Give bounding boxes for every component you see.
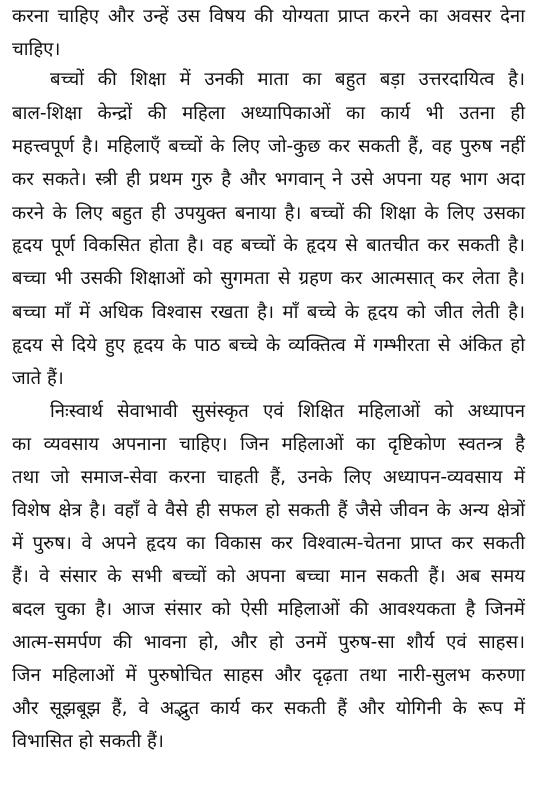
text-line: विभासित हो सकती हैं। [12, 731, 164, 752]
text-line: में पुरुष। वे अपने हृदय का विकास कर विश्वात्म-चेतना प्राप्त कर सकती [12, 533, 525, 554]
text-line: का व्यवसाय अपनाना चाहिए। जिन महिलाओं का दृष्टिकोण स्वतन्त्र है [12, 434, 525, 455]
text-line: चाहिए। [12, 39, 61, 60]
text-line: जाते हैं। [12, 368, 64, 389]
text-line: जिन महिलाओं में पुरुषोचित साहस और दृढ़ता तथा नारी-सुलभ करुणा [12, 665, 525, 686]
text-line: करना चाहिए और उन्हें उस विषय की योग्यता प्राप्त करने का अवसर देना [12, 6, 525, 27]
text-line: और सूझबूझ हैं, वे अद्भुत कार्य कर सकती हैं और योगिनी के रूप में [12, 698, 525, 719]
text-line: आत्म-समर्पण की भावना हो, और हो उनमें पुरुष-सा शौर्य एवं साहस। [12, 632, 525, 653]
text-line: बच्चा माँ में अधिक विश्वास रखता है। माँ बच्चे के हृदय को जीत लेती है। [12, 302, 525, 323]
text-line: कर सकते। स्त्री ही प्रथम गुरु है और भगवान् ने उसे अपना यह भाग अदा [12, 169, 525, 190]
text-line: करने के लिए बहुत ही उपयुक्त बनाया है। बच्चों की शिक्षा के लिए उसका [12, 203, 525, 224]
text-line: महत्त्वपूर्ण है। महिलाएँ बच्चों के लिए जो-कुछ कर सकती हैं, वह पुरुष नहीं [12, 136, 525, 157]
text-line: बदल चुका है। आज संसार को ऐसी महिलाओं की आवश्यकता है जिनमें [12, 599, 525, 620]
paragraph-start-line: निःस्वार्थ सेवाभावी सुसंस्कृत एवं शिक्षित महिलाओं को अध्यापन [50, 401, 525, 422]
text-line: तथा जो समाज-सेवा करना चाहती हैं, उनके लिए अध्यापन-व्यवसाय में [12, 467, 525, 488]
text-line: बच्चा भी उसकी शिक्षाओं को सुगमता से ग्रहण कर आत्मसात् कर लेता है। [12, 268, 525, 289]
text-line: हृदय से दिये हुए हृदय के पाठ बच्चे के व्यक्तित्व में गम्भीरता से अंकित हो [12, 335, 525, 356]
paragraph-start-line: बच्चों की शिक्षा में उनकी माता का बहुत बड़ा उत्तरदायित्व है। [50, 69, 525, 90]
text-line: हृदय पूर्ण विकसित होता है। वह बच्चों के हृदय से बातचीत कर सकती है। [12, 235, 525, 256]
text-line: बाल-शिक्षा केन्द्रों की महिला अध्यापिकाओं का कार्य भी उतना ही [12, 103, 525, 124]
text-line: हैं। वे संसार के सभी बच्चों को अपना बच्चा मान सकती हैं। अब समय [12, 566, 525, 587]
text-line: विशेष क्षेत्र है। वहाँ वे वैसे ही सफल हो सकती हैं जैसे जीवन के अन्य क्षेत्रों [12, 500, 525, 521]
